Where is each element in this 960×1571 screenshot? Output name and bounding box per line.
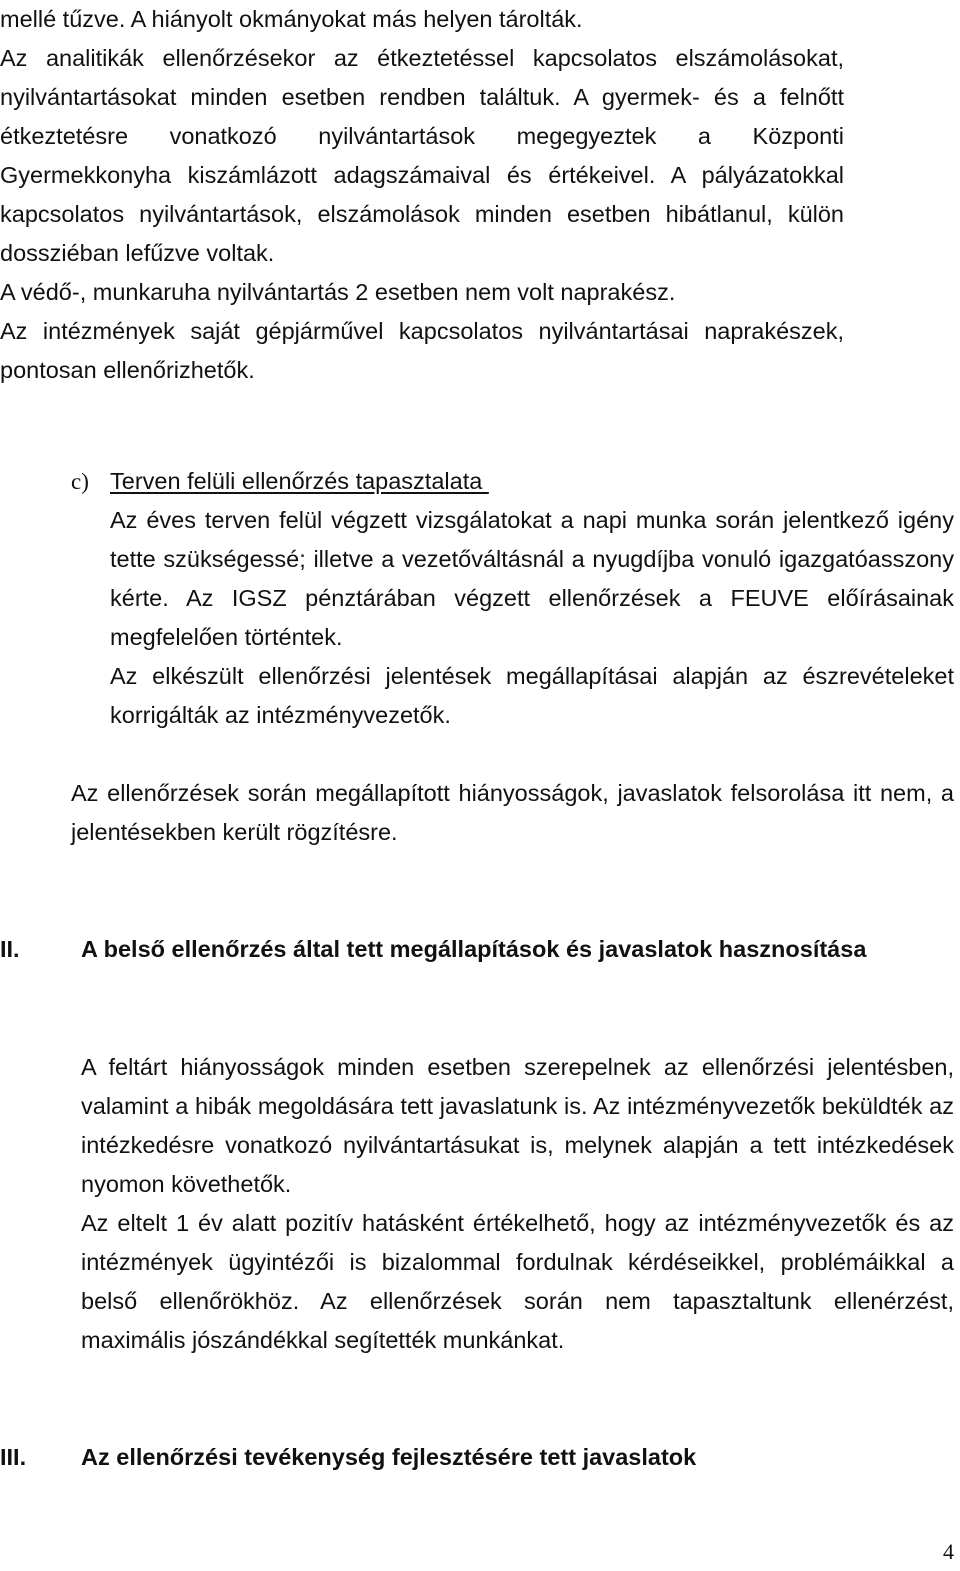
section-II-number: II.	[0, 936, 20, 962]
section-II-title: A belső ellenőrzés által tett megállapítások és javaslatok hasznosítása	[81, 936, 867, 962]
paragraph-report-findings: Az elkészült ellenőrzési jelentések megállapításai alapján az észrevételeket korrigálták az intézményvezetők.	[110, 663, 954, 728]
section-III-title: Az ellenőrzési tevékenység fejlesztésére tett javaslatok	[81, 1444, 697, 1470]
summary-block	[71, 774, 954, 852]
paragraph-workwear-records: A védő-, munkaruha nyilvántartás 2 esetben nem volt naprakész.	[0, 279, 676, 305]
paragraph-missing-documents: mellé tűzve. A hiányolt okmányokat más helyen tárolták.	[0, 6, 583, 32]
paragraph-unplanned-audits: Az éves terven felül végzett vizsgálatokat a napi munka során jelentkező igény tette szükségessé; illetve a vezetőváltásnál a nyugdíjba vonuló igazgatóasszony kérte. Az IGSZ pénztárában végzett ellenőrzések a FEUVE előírásainak megfelelően történtek.	[110, 507, 954, 650]
section-c-body	[110, 501, 954, 735]
paragraph-vehicle-records: Az intézmények saját gépjárművel kapcsolatos nyilvántartásai naprakészek, pontosan ellenőrizhetők.	[0, 318, 844, 383]
paragraph-analytics-check: Az analitikák ellenőrzésekor az étkeztetéssel kapcsolatos elszámolásokat, nyilvántartásokat minden esetben rendben találtuk. A gyermek- és a felnőtt étkeztetésre vonatkozó nyilvántartások megegyeztek a Központi Gyermekkonyha kiszámlázott adagszámaival és értékeivel. A pályázatokkal kapcsolatos nyilvántartások, elszámolások minden esetben hibátlanul, külön dossziéban lefűzve voltak.	[0, 45, 844, 266]
paragraph-deficiencies: A feltárt hiányosságok minden esetben szerepelnek az ellenőrzési jelentésben, valamint a hibák megoldására tett javaslatunk is. Az intézményvezetők beküldték az intézkedésre vonatkozó nyilvántartásukat is, melynek alapján a tett intézkedések nyomon követhetők.	[81, 1054, 954, 1197]
intro-text-block	[0, 0, 844, 390]
section-c-title: Terven felüli ellenőrzés tapasztalata	[110, 468, 489, 494]
section-III-number: III.	[0, 1444, 27, 1470]
page-number: 4	[943, 1539, 954, 1564]
section-II-body	[81, 1048, 954, 1360]
paragraph-summary: Az ellenőrzések során megállapított hiányosságok, javaslatok felsorolása itt nem, a jelentésekben került rögzítésre.	[71, 780, 954, 845]
section-c-marker: c)	[71, 469, 89, 494]
paragraph-positive-effects: Az eltelt 1 év alatt pozitív hatásként értékelhető, hogy az intézményvezetők és az intézmények ügyintézői is bizalommal fordulnak kérdéseikkel, problémáikkal a belső ellenőrökhöz. Az ellenőrzések során nem tapasztaltunk ellenérzést, maximális jószándékkal segítették munkánkat.	[81, 1210, 954, 1353]
